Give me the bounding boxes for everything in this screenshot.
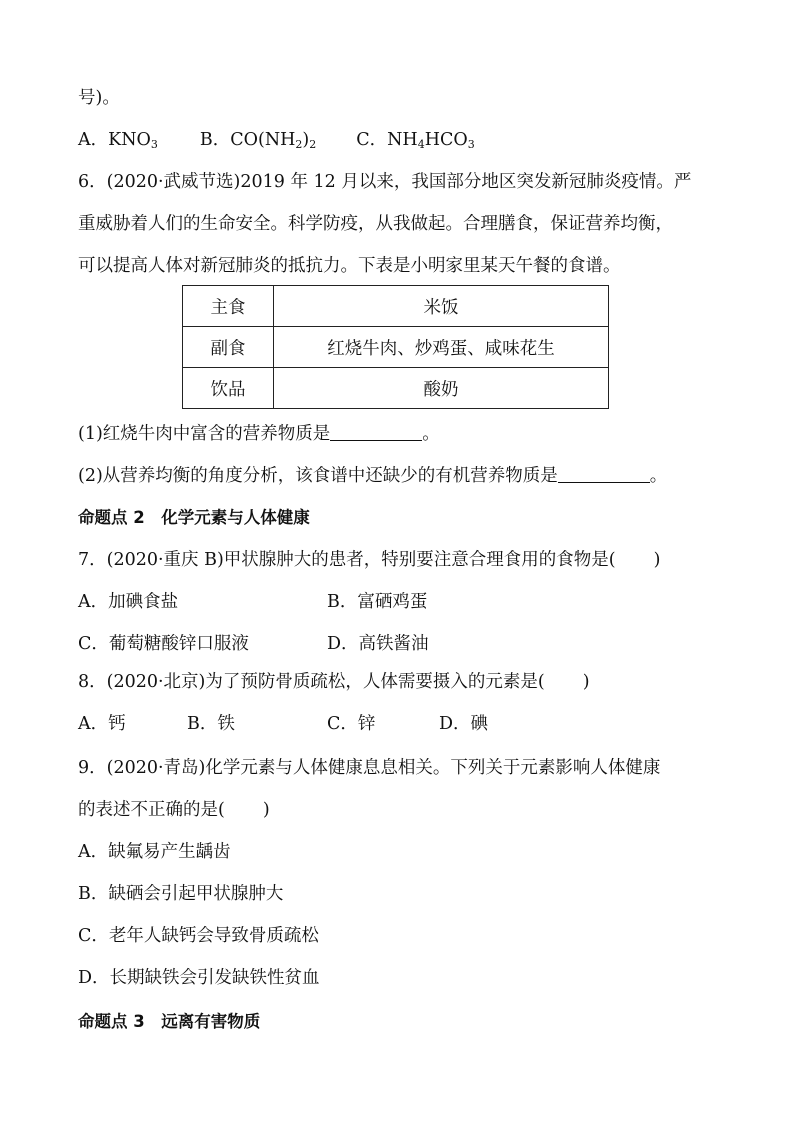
table-row	[183, 327, 609, 368]
table-cell-value: 酸奶	[274, 368, 609, 409]
q6-stem-line3: 可以提高人体对新冠肺炎的抵抗力。下表是小明家里某天午餐的食谱。	[78, 256, 621, 276]
q8-option-b: B．铁	[187, 714, 235, 734]
q8-stem: 8．(2020·北京)为了预防骨质疏松，人体需要摄入的元素是( )	[78, 672, 590, 692]
q7-option-a: A．加碘食盐	[78, 592, 179, 612]
q9-option-d: D．长期缺铁会引发缺铁性贫血	[78, 968, 320, 988]
q5-tail-text: 号)。	[78, 88, 120, 108]
q7-option-b: B．富硒鸡蛋	[327, 592, 428, 612]
q7-stem: 7．(2020·重庆 B)甲状腺肿大的患者，特别要注意合理食用的食物是( )	[78, 550, 661, 570]
lunch-menu-table	[182, 285, 609, 409]
q7-option-d: D．高铁酱油	[327, 634, 429, 654]
table-cell-key: 主食	[183, 286, 274, 327]
q9-option-a: A．缺氟易产生龋齿	[78, 842, 231, 862]
q6-sub2: (2)从营养均衡的角度分析，该食谱中还缺少的有机营养物质是 。	[78, 466, 668, 486]
q9-option-b: B．缺硒会引起甲状腺肿大	[78, 884, 284, 904]
q9-stem-line1: 9．(2020·青岛)化学元素与人体健康息息相关。下列关于元素影响人体健康	[78, 758, 661, 778]
table-row	[183, 368, 609, 409]
q5-tail	[78, 86, 120, 110]
q5-option-b: B．$CO(NH_2)_2$	[199, 130, 317, 151]
section-heading-3: 命题点 3 远离有害物质	[78, 1012, 261, 1031]
q8-option-c: C．锌	[327, 714, 376, 734]
q8-option-a: A．钙	[78, 714, 126, 734]
section-heading-2: 命题点 2 化学元素与人体健康	[78, 508, 310, 527]
q7-option-c: C．葡萄糖酸锌口服液	[78, 634, 249, 654]
table-row	[183, 286, 609, 327]
table-cell-key: 饮品	[183, 368, 274, 409]
table-cell-value: 红烧牛肉、炒鸡蛋、咸味花生	[274, 327, 609, 368]
q8-option-d: D．碘	[439, 714, 489, 734]
q6-stem-line2: 重威胁着人们的生命安全。科学防疫，从我做起。合理膳食，保证营养均衡，	[78, 214, 673, 234]
q5-option-a: A．$KNO_3$	[78, 130, 158, 151]
q7-options-row2	[78, 632, 429, 656]
q5-options	[78, 128, 475, 152]
q5-option-c: C．$NH_4HCO_3$	[356, 130, 475, 151]
q7-options-row1	[78, 590, 428, 614]
q9-option-c: C．老年人缺钙会导致骨质疏松	[78, 926, 319, 946]
q6-stem-line1: 6．(2020·武威节选)2019 年 12 月以来，我国部分地区突发新冠肺炎疫情。严	[78, 172, 692, 192]
table-cell-value: 米饭	[274, 286, 609, 327]
q6-sub1: (1)红烧牛肉中富含的营养物质是 。	[78, 424, 440, 444]
answer-blank[interactable]	[558, 465, 650, 483]
table-cell-key: 副食	[183, 327, 274, 368]
q8-options	[78, 712, 489, 736]
q9-stem-line2: 的表述不正确的是( )	[78, 800, 270, 820]
answer-blank[interactable]	[330, 423, 422, 441]
